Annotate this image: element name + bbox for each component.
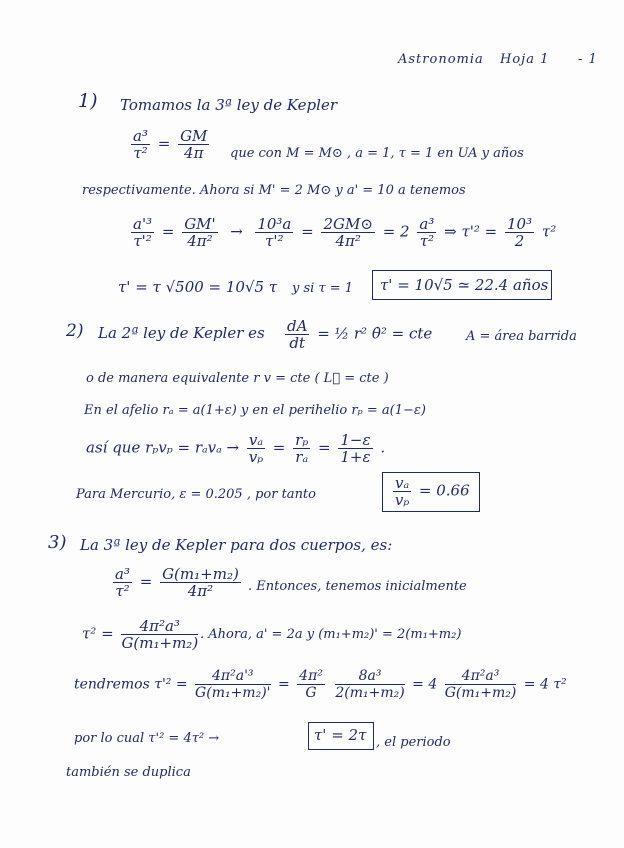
p3-intro: La 3ª ley de Kepler para dos cuerpos, es: [80,536,393,554]
p1-equation-chain: $\frac{\text{a'³}}{\text{τ'²}}$ = $\frac{GM'}{\text{4π²}}$ → $\frac{\text{10³a}}{\text{τ'²}}$ = $\frac{2GM⊙}{\text{4π²}}$ = 2 $\frac{\text{a³}}{\text{τ²}}$ ⇒ τ'² = $\frac{\text{10³}}{2}$ τ² [133,215,557,250]
p3-equation-3: tendremos τ'² = $\frac{\text{4π²a'³}}{\text{G(m₁+m₂)'}}$ = $\frac{\text{4π²}}{G}$ $\frac{\text{8a³}}{\text{2(m₁+m₂)}}$ = 4 $\frac{\text{4π²a³}}{\text{G(m₁+m₂)}}$ = 4 τ² [74,668,567,701]
p1-conditions: que con M = M⊙ , a = 1, τ = 1 en UA y años [230,146,524,161]
p3-line-4b: , el periodo [376,735,451,750]
problem-1-number: 1) [78,90,98,112]
p1-line-3b: y si τ = 1 [292,281,354,296]
p2-area-note: A = área barrida [466,329,577,344]
p2-line-2: o de manera equivalente r v = cte ( L⃗ = cte ) [86,371,389,386]
p2-line-3: En el afelio rₐ = a(1+ε) y en el perihelio rₚ = a(1−ε) [84,403,426,418]
p1-line-3: τ' = τ √500 = 10√5 τ [118,278,278,296]
p2-area-derivative: $\frac{dA}{dt}$ = ½ r² θ̇² = cte [287,317,433,352]
header-sheet: Hoja 1 [500,52,550,67]
p3-line-1-text: . Entonces, tenemos inicialmente [248,579,467,594]
header-page: - 1 [578,52,598,67]
p1-result: τ' = 10√5 ≃ 22.4 años [380,276,549,294]
problem-1-intro: Tomamos la 3ª ley de Kepler [120,96,337,114]
problem-3-number: 3) [48,532,67,553]
p1-equation-kepler: $\frac{\text{a³}}{\text{τ²}}$ = $\frac{GM}{4\pi}$ [133,127,208,162]
p2-line-5: Para Mercurio, ε = 0.205 , por tanto [76,487,316,502]
p2-intro: La 2ª ley de Kepler es [98,324,265,342]
p3-line-2-text: . Ahora, a' = 2a y (m₁+m₂)' = 2(m₁+m₂) [200,627,462,642]
p3-equation-1: $\frac{\text{a³}}{\text{τ²}}$ = $\frac{\text{G(m₁+m₂)}}{\text{4π²}}$ [115,565,239,600]
p3-equation-2: τ² = $\frac{\text{4π²a³}}{\text{G(m₁+m₂)}}$ [82,617,199,652]
header-title: Astronomia [398,52,484,67]
problem-2-number: 2) [66,321,84,341]
p2-line-4: así que rₚvₚ = rₐvₐ → $\frac{\text{vₐ}}{\text{vₚ}}$ = $\frac{\text{rₚ}}{\text{rₐ}}$ = $\frac{1-\varepsilon}{1+\varepsilon}$ . [86,431,386,466]
p2-result: $\frac{\text{vₐ}}{\text{vₚ}}$ = 0.66 [394,474,470,509]
p3-line-5: también se duplica [66,765,191,780]
p1-line-2: respectivamente. Ahora si M' = 2 M⊙ y a' = 10 a tenemos [82,183,466,198]
p3-line-4: por lo cual τ'² = 4τ² → [74,731,220,746]
p3-result: τ' = 2τ [314,726,367,744]
